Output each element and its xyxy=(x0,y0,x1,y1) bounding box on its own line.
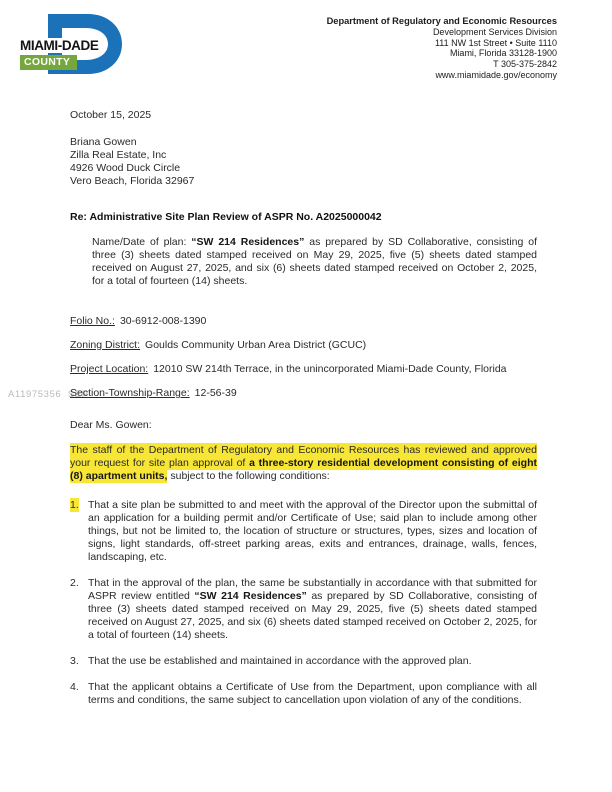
condition-4-number: 4. xyxy=(70,681,79,693)
approval-highlight-bold: a three-story residential development consisting of eight (8) apartment units, xyxy=(70,457,537,482)
recipient-city: Vero Beach, Florida 32967 xyxy=(70,175,195,187)
field-location-label: Project Location: xyxy=(70,363,149,375)
conditions-list xyxy=(70,499,537,707)
property-fields xyxy=(70,315,537,400)
miami-dade-logo xyxy=(20,14,122,76)
watermark-text: A11975356 SEP xyxy=(8,389,89,400)
condition-item-2 xyxy=(70,577,537,642)
department-name: Department of Regulatory and Economic Resources xyxy=(326,16,557,26)
condition-1-number-highlighted: 1. xyxy=(70,499,79,511)
approval-tail: subject to the following conditions: xyxy=(167,470,330,482)
field-str-label: Section-Township-Range: xyxy=(70,387,190,399)
subject-line: Re: Administrative Site Plan Review of ASPR No. A2025000042 xyxy=(70,211,382,223)
condition-2-bold: “SW 214 Residences” xyxy=(194,590,307,602)
field-location-value: 12010 SW 214th Terrace, in the unincorporated Miami-Dade County, Florida xyxy=(153,363,507,375)
condition-item-3 xyxy=(70,655,537,668)
field-str-value: 12-56-39 xyxy=(194,387,237,399)
plan-text-post: as prepared by SD Collaborative, consisting of three (3) sheets dated stamped received on May 29, 2025, five (5) sheets dated stamped received on August 27, 2025, and six (6) sheets dated stamped received on October 2, 2025, for a total of fourteen (14) sheets. xyxy=(92,236,537,287)
letter-body xyxy=(70,109,537,720)
condition-4-text xyxy=(88,681,537,707)
condition-1-number xyxy=(70,499,88,564)
condition-3-number: 3. xyxy=(70,655,79,667)
approval-paragraph xyxy=(70,444,537,483)
salutation: Dear Ms. Gowen: xyxy=(70,419,152,431)
field-folio xyxy=(70,315,537,328)
field-zoning-label: Zoning District: xyxy=(70,339,141,351)
plan-title-bold: “SW 214 Residences” xyxy=(191,236,305,248)
condition-1-text xyxy=(88,499,537,564)
condition-item-4 xyxy=(70,681,537,707)
address-line: Miami, Florida 33128-1900 xyxy=(449,48,557,59)
condition-1-pre: That a site plan be submitted to and meet with the approval of the Director upon the submittal of an application for a building permit and/or Certificate of Use; said plan to include among other things, but not be limited to, the location of structure or structures, types, sizes and location of signs, light standards, off-street parking areas, exits and entrances, drainage, walls, fences, landscaping, etc. xyxy=(88,499,537,563)
logo-miami-dade-text: MIAMI-DADE xyxy=(20,38,99,53)
condition-item-1 xyxy=(70,499,537,564)
condition-3-text xyxy=(88,655,537,668)
recipient-name: Briana Gowen xyxy=(70,136,137,148)
field-folio-label: Folio No.: xyxy=(70,315,115,327)
condition-2-pre: That in the approval of the plan, the same be substantially in accordance with that submitted for ASPR review entitled xyxy=(88,577,537,602)
field-location xyxy=(70,363,537,376)
address-line: T 305-375-2842 xyxy=(493,59,557,70)
recipient-company: Zilla Real Estate, Inc xyxy=(70,149,167,161)
address-line: 111 NW 1st Street • Suite 1110 xyxy=(434,37,557,48)
recipient-address-block xyxy=(70,136,537,188)
condition-2-text xyxy=(88,577,537,642)
recipient-street: 4926 Wood Duck Circle xyxy=(70,162,181,174)
field-folio-value: 30-6912-008-1390 xyxy=(119,315,207,327)
department-address-block xyxy=(327,16,557,81)
plan-description-paragraph xyxy=(70,236,537,288)
condition-2-post: as prepared by SD Collaborative, consisting of three (3) sheets dated stamped received on May 29, 2025, five (5) sheets dated stamped received on August 27, 2025, and six (6) sheets dated stamped received on October 2, 2025, for a total of fourteen (14) sheets. xyxy=(88,590,537,641)
condition-4-pre: That the applicant obtains a Certificate of Use from the Department, upon compliance with all terms and conditions, the same subject to cancellation upon violation of any of the conditions. xyxy=(88,681,537,706)
condition-2-number: 2. xyxy=(70,577,79,589)
logo-county-text: COUNTY xyxy=(20,55,77,70)
address-line: www.miamidade.gov/economy xyxy=(435,69,557,80)
condition-3-pre: That the use be established and maintained in accordance with the approved plan. xyxy=(88,655,472,667)
address-line: Development Services Division xyxy=(432,26,557,37)
field-zoning-value: Goulds Community Urban Area District (GCUC) xyxy=(145,339,367,351)
plan-text-pre: Name/Date of plan: xyxy=(92,236,192,248)
field-section-township-range xyxy=(70,387,537,400)
approval-highlight-normal: The staff of the Department of Regulatory and Economic Resources has reviewed and approved your request for site plan approval of xyxy=(70,444,537,469)
field-zoning xyxy=(70,339,537,352)
letterhead xyxy=(0,0,612,95)
letter-date: October 15, 2025 xyxy=(70,109,152,121)
